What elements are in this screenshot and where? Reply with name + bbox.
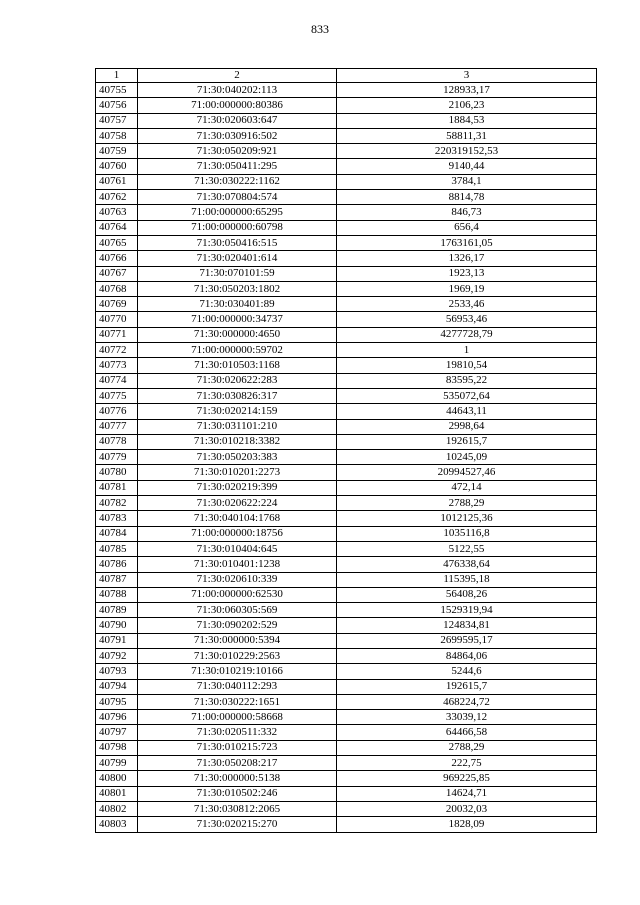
cadastral-number-cell: 71:30:060305:569 — [138, 603, 337, 618]
cadastral-number-cell: 71:30:010404:645 — [138, 541, 337, 556]
cadastral-number-cell: 71:30:010401:1238 — [138, 557, 337, 572]
row-number-cell: 40759 — [96, 144, 138, 159]
value-cell: 58811,31 — [337, 128, 597, 143]
value-cell: 222,75 — [337, 756, 597, 771]
value-cell: 4277728,79 — [337, 327, 597, 342]
value-cell: 20994527,46 — [337, 465, 597, 480]
table-row — [96, 113, 597, 128]
row-number-cell: 40768 — [96, 281, 138, 296]
row-number-cell: 40781 — [96, 480, 138, 495]
table-row — [96, 694, 597, 709]
value-cell: 10245,09 — [337, 450, 597, 465]
table-row — [96, 98, 597, 113]
registry-table — [95, 68, 597, 833]
cadastral-number-cell: 71:30:020610:339 — [138, 572, 337, 587]
table-row — [96, 771, 597, 786]
row-number-cell: 40770 — [96, 312, 138, 327]
table-row — [96, 480, 597, 495]
row-number-cell: 40763 — [96, 205, 138, 220]
table-row — [96, 220, 597, 235]
row-number-cell: 40786 — [96, 557, 138, 572]
table-row — [96, 312, 597, 327]
row-number-cell: 40774 — [96, 373, 138, 388]
value-cell: 2998,64 — [337, 419, 597, 434]
value-cell: 969225,85 — [337, 771, 597, 786]
table-row — [96, 710, 597, 725]
cadastral-number-cell: 71:30:010229:2563 — [138, 648, 337, 663]
value-cell: 115395,18 — [337, 572, 597, 587]
row-number-cell: 40758 — [96, 128, 138, 143]
row-number-cell: 40766 — [96, 251, 138, 266]
value-cell: 2788,29 — [337, 740, 597, 755]
row-number-cell: 40798 — [96, 740, 138, 755]
cadastral-number-cell: 71:30:020622:224 — [138, 496, 337, 511]
table-row — [96, 511, 597, 526]
table-row — [96, 557, 597, 572]
table-row — [96, 450, 597, 465]
column-header-1: 1 — [96, 69, 138, 83]
value-cell: 56408,26 — [337, 587, 597, 602]
cadastral-number-cell: 71:30:050203:1802 — [138, 281, 337, 296]
cadastral-number-cell: 71:00:000000:58668 — [138, 710, 337, 725]
row-number-cell: 40757 — [96, 113, 138, 128]
table-row — [96, 404, 597, 419]
table-row — [96, 327, 597, 342]
table-row — [96, 297, 597, 312]
cadastral-number-cell: 71:30:020219:399 — [138, 480, 337, 495]
row-number-cell: 40783 — [96, 511, 138, 526]
value-cell: 220319152,53 — [337, 144, 597, 159]
cadastral-number-cell: 71:30:010219:10166 — [138, 664, 337, 679]
value-cell: 1326,17 — [337, 251, 597, 266]
row-number-cell: 40777 — [96, 419, 138, 434]
value-cell: 44643,11 — [337, 404, 597, 419]
table-row — [96, 526, 597, 541]
row-number-cell: 40776 — [96, 404, 138, 419]
cadastral-number-cell: 71:30:050416:515 — [138, 235, 337, 250]
value-cell: 8814,78 — [337, 190, 597, 205]
cadastral-number-cell: 71:00:000000:60798 — [138, 220, 337, 235]
cadastral-number-cell: 71:30:010502:246 — [138, 786, 337, 801]
cadastral-number-cell: 71:00:000000:18756 — [138, 526, 337, 541]
cadastral-number-cell: 71:30:040202:113 — [138, 83, 337, 98]
value-cell: 64466,58 — [337, 725, 597, 740]
table-row — [96, 587, 597, 602]
cadastral-number-cell: 71:30:050209:921 — [138, 144, 337, 159]
cadastral-number-cell: 71:30:050411:295 — [138, 159, 337, 174]
table-row — [96, 664, 597, 679]
table-row — [96, 373, 597, 388]
value-cell: 1 — [337, 343, 597, 358]
row-number-cell: 40789 — [96, 603, 138, 618]
table-row — [96, 419, 597, 434]
value-cell: 846,73 — [337, 205, 597, 220]
table-row — [96, 465, 597, 480]
cadastral-number-cell: 71:30:020215:270 — [138, 817, 337, 832]
table-body — [96, 83, 597, 833]
value-cell: 83595,22 — [337, 373, 597, 388]
row-number-cell: 40771 — [96, 327, 138, 342]
table-row — [96, 266, 597, 281]
value-cell: 3784,1 — [337, 174, 597, 189]
cadastral-number-cell: 71:30:020603:647 — [138, 113, 337, 128]
cadastral-number-cell: 71:30:090202:529 — [138, 618, 337, 633]
cadastral-number-cell: 71:00:000000:59702 — [138, 343, 337, 358]
value-cell: 192615,7 — [337, 434, 597, 449]
value-cell: 128933,17 — [337, 83, 597, 98]
value-cell: 5122,55 — [337, 541, 597, 556]
table-row — [96, 144, 597, 159]
table-row — [96, 205, 597, 220]
row-number-cell: 40772 — [96, 343, 138, 358]
row-number-cell: 40800 — [96, 771, 138, 786]
row-number-cell: 40790 — [96, 618, 138, 633]
table-row — [96, 190, 597, 205]
row-number-cell: 40773 — [96, 358, 138, 373]
row-number-cell: 40793 — [96, 664, 138, 679]
cadastral-number-cell: 71:30:030222:1651 — [138, 694, 337, 709]
row-number-cell: 40788 — [96, 587, 138, 602]
row-number-cell: 40762 — [96, 190, 138, 205]
table-row — [96, 343, 597, 358]
cadastral-number-cell: 71:00:000000:65295 — [138, 205, 337, 220]
value-cell: 1035116,8 — [337, 526, 597, 541]
value-cell: 476338,64 — [337, 557, 597, 572]
table-row — [96, 572, 597, 587]
table-row — [96, 496, 597, 511]
row-number-cell: 40778 — [96, 434, 138, 449]
row-number-cell: 40765 — [96, 235, 138, 250]
row-number-cell: 40755 — [96, 83, 138, 98]
cadastral-number-cell: 71:30:010218:3382 — [138, 434, 337, 449]
value-cell: 1529319,94 — [337, 603, 597, 618]
value-cell: 468224,72 — [337, 694, 597, 709]
value-cell: 20032,03 — [337, 801, 597, 816]
row-number-cell: 40799 — [96, 756, 138, 771]
value-cell: 2533,46 — [337, 297, 597, 312]
cadastral-number-cell: 71:30:040104:1768 — [138, 511, 337, 526]
cadastral-number-cell: 71:30:000000:4650 — [138, 327, 337, 342]
value-cell: 2106,23 — [337, 98, 597, 113]
row-number-cell: 40795 — [96, 694, 138, 709]
value-cell: 2788,29 — [337, 496, 597, 511]
cadastral-number-cell: 71:30:031101:210 — [138, 419, 337, 434]
table-row — [96, 648, 597, 663]
cadastral-number-cell: 71:30:050203:383 — [138, 450, 337, 465]
row-number-cell: 40775 — [96, 388, 138, 403]
cadastral-number-cell: 71:30:000000:5138 — [138, 771, 337, 786]
row-number-cell: 40803 — [96, 817, 138, 832]
table-row — [96, 281, 597, 296]
table-row — [96, 603, 597, 618]
row-number-cell: 40779 — [96, 450, 138, 465]
row-number-cell: 40784 — [96, 526, 138, 541]
row-number-cell: 40791 — [96, 633, 138, 648]
value-cell: 1923,13 — [337, 266, 597, 281]
table-row — [96, 618, 597, 633]
row-number-cell: 40780 — [96, 465, 138, 480]
row-number-cell: 40796 — [96, 710, 138, 725]
table-row — [96, 251, 597, 266]
value-cell: 19810,54 — [337, 358, 597, 373]
value-cell: 33039,12 — [337, 710, 597, 725]
cadastral-number-cell: 71:30:020214:159 — [138, 404, 337, 419]
cadastral-number-cell: 71:30:070804:574 — [138, 190, 337, 205]
table-row — [96, 817, 597, 832]
cadastral-number-cell: 71:30:020511:332 — [138, 725, 337, 740]
row-number-cell: 40761 — [96, 174, 138, 189]
row-number-cell: 40767 — [96, 266, 138, 281]
table-row — [96, 725, 597, 740]
cadastral-number-cell: 71:30:010215:723 — [138, 740, 337, 755]
header-row — [96, 69, 597, 83]
cadastral-number-cell: 71:30:000000:5394 — [138, 633, 337, 648]
table-row — [96, 740, 597, 755]
value-cell: 84864,06 — [337, 648, 597, 663]
cadastral-number-cell: 71:30:010503:1168 — [138, 358, 337, 373]
row-number-cell: 40792 — [96, 648, 138, 663]
cadastral-number-cell: 71:30:030222:1162 — [138, 174, 337, 189]
row-number-cell: 40760 — [96, 159, 138, 174]
value-cell: 535072,64 — [337, 388, 597, 403]
cadastral-number-cell: 71:30:010201:2273 — [138, 465, 337, 480]
table-row — [96, 83, 597, 98]
value-cell: 1828,09 — [337, 817, 597, 832]
row-number-cell: 40797 — [96, 725, 138, 740]
table-row — [96, 541, 597, 556]
value-cell: 124834,81 — [337, 618, 597, 633]
column-header-3: 3 — [337, 69, 597, 83]
table-row — [96, 786, 597, 801]
value-cell: 1884,53 — [337, 113, 597, 128]
table-row — [96, 801, 597, 816]
row-number-cell: 40794 — [96, 679, 138, 694]
value-cell: 1763161,05 — [337, 235, 597, 250]
cadastral-number-cell: 71:30:050208:217 — [138, 756, 337, 771]
row-number-cell: 40764 — [96, 220, 138, 235]
row-number-cell: 40785 — [96, 541, 138, 556]
row-number-cell: 40756 — [96, 98, 138, 113]
cadastral-number-cell: 71:30:020401:614 — [138, 251, 337, 266]
table-row — [96, 358, 597, 373]
value-cell: 2699595,17 — [337, 633, 597, 648]
value-cell: 192615,7 — [337, 679, 597, 694]
cadastral-number-cell: 71:30:030812:2065 — [138, 801, 337, 816]
value-cell: 9140,44 — [337, 159, 597, 174]
cadastral-number-cell: 71:30:070101:59 — [138, 266, 337, 281]
value-cell: 656,4 — [337, 220, 597, 235]
cadastral-number-cell: 71:30:040112:293 — [138, 679, 337, 694]
value-cell: 5244,6 — [337, 664, 597, 679]
value-cell: 14624,71 — [337, 786, 597, 801]
page-number: 833 — [311, 22, 329, 36]
cadastral-number-cell: 71:30:030916:502 — [138, 128, 337, 143]
row-number-cell: 40769 — [96, 297, 138, 312]
cadastral-number-cell: 71:00:000000:80386 — [138, 98, 337, 113]
cadastral-number-cell: 71:30:020622:283 — [138, 373, 337, 388]
table-row — [96, 756, 597, 771]
table-row — [96, 388, 597, 403]
value-cell: 56953,46 — [337, 312, 597, 327]
table-row — [96, 679, 597, 694]
table-row — [96, 174, 597, 189]
value-cell: 1012125,36 — [337, 511, 597, 526]
row-number-cell: 40787 — [96, 572, 138, 587]
row-number-cell: 40782 — [96, 496, 138, 511]
table-row — [96, 159, 597, 174]
cadastral-number-cell: 71:00:000000:62530 — [138, 587, 337, 602]
table-row — [96, 128, 597, 143]
cadastral-number-cell: 71:30:030401:89 — [138, 297, 337, 312]
column-header-2: 2 — [138, 69, 337, 83]
value-cell: 1969,19 — [337, 281, 597, 296]
value-cell: 472,14 — [337, 480, 597, 495]
table-row — [96, 235, 597, 250]
cadastral-number-cell: 71:30:030826:317 — [138, 388, 337, 403]
cadastral-number-cell: 71:00:000000:34737 — [138, 312, 337, 327]
table-row — [96, 434, 597, 449]
row-number-cell: 40801 — [96, 786, 138, 801]
table-row — [96, 633, 597, 648]
row-number-cell: 40802 — [96, 801, 138, 816]
